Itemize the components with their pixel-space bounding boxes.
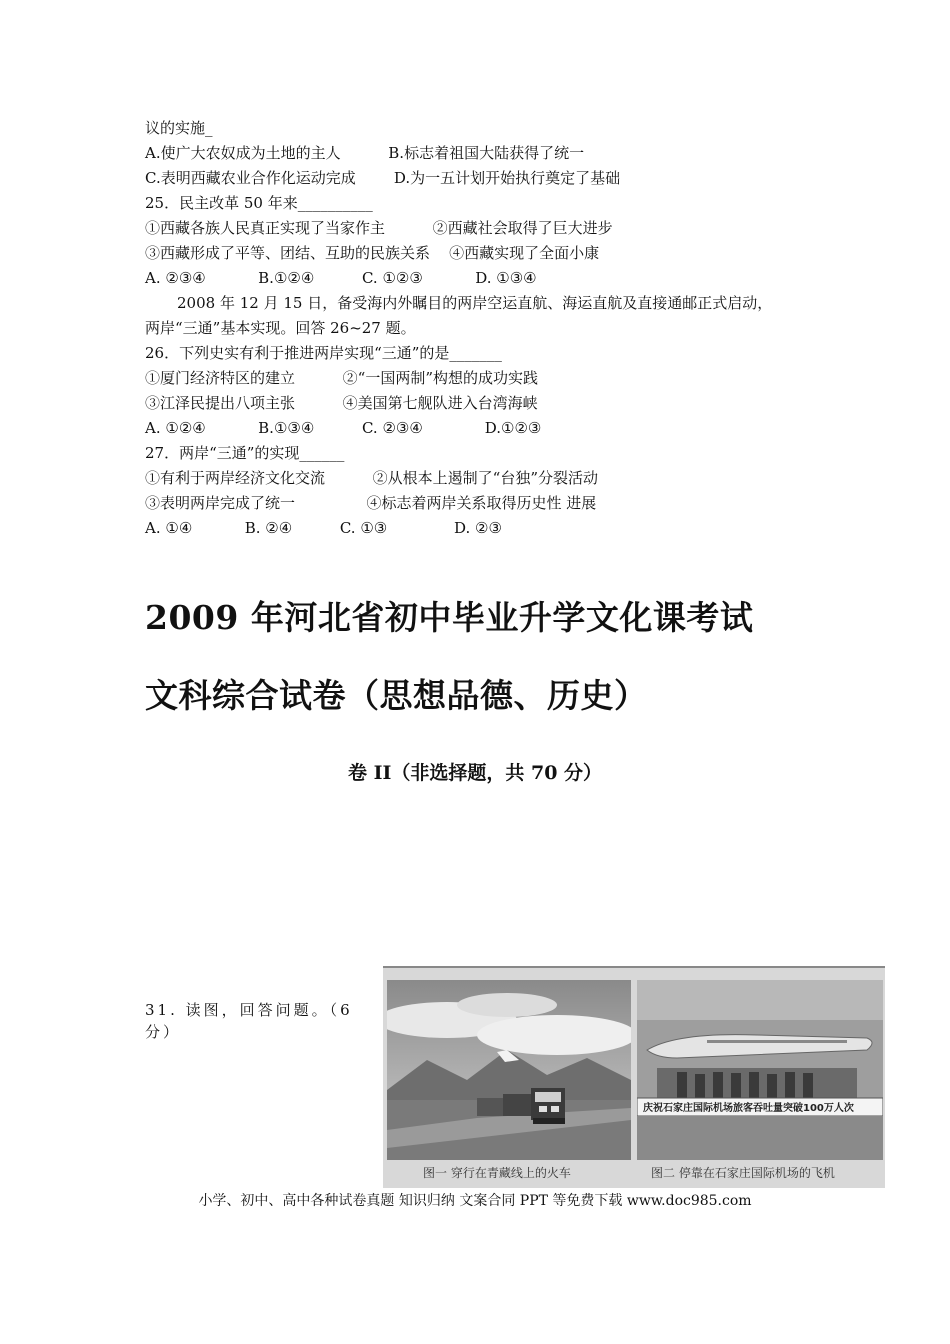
question-27: 27．两岸“三通”的实现______ xyxy=(145,444,345,462)
figure-photos xyxy=(383,966,885,1188)
statement-line: ①西藏各族人民真正实现了当家作主 ②西藏社会取得了巨大进步 xyxy=(145,219,613,237)
exam-title: 2009 年河北省初中毕业升学文化课考试 xyxy=(145,598,754,637)
statement-line: ③表明两岸完成了统一 ④标志着两岸关系取得历史性 进展 xyxy=(145,494,597,512)
train-photo xyxy=(387,980,631,1160)
figure-caption-2: 图二 停靠在石家庄国际机场的飞机 xyxy=(651,1166,835,1180)
option-line: A.使广大农奴成为土地的主人 B.标志着祖国大陆获得了统一 xyxy=(145,144,585,162)
question-26: 26．下列史实有利于推进两岸实现“三通”的是_______ xyxy=(145,344,502,362)
statement-line: ③江泽民提出八项主张 ④美国第七舰队进入台湾海峡 xyxy=(145,394,538,412)
statement-line: ③西藏形成了平等、团结、互助的民族关系 ④西藏实现了全面小康 xyxy=(145,244,600,262)
answer-options: A. ①②④ B.①③④ C. ②③④ D.①②③ xyxy=(145,419,542,437)
exam-subtitle: 文科综合试卷（思想品德、历史） xyxy=(145,676,648,715)
banner-text: 庆祝石家庄国际机场旅客吞吐量突破100万人次 xyxy=(643,1103,854,1114)
question-25: 25．民主改革 50 年来__________ xyxy=(145,194,373,212)
answer-options: A. ①④ B. ②④ C. ①③ D. ②③ xyxy=(145,519,502,537)
answer-options: A. ②③④ B.①②④ C. ①②③ D. ①③④ xyxy=(145,269,537,287)
statement-line: ①厦门经济特区的建立 ②“一国两制”构想的成功实践 xyxy=(145,369,539,387)
passage-text: 两岸“三通”基本实现。回答 26~27 题。 xyxy=(145,319,416,337)
figure-caption-1: 图一 穿行在青藏线上的火车 xyxy=(423,1166,571,1180)
option-line: C.表明西藏农业合作化运动完成 D.为一五计划开始执行奠定了基础 xyxy=(145,169,621,187)
text-line: 议的实施_ xyxy=(145,119,213,137)
airplane-photo xyxy=(637,980,883,1160)
statement-line: ①有利于两岸经济文化交流 ②从根本上遏制了“台独”分裂活动 xyxy=(145,469,599,487)
question-31: 31. 读图，回答问题。（6 分） xyxy=(145,1001,353,1041)
page-footer: 小学、初中、高中各种试卷真题 知识归纳 文案合同 PPT 等免费下载 www.doc985.com xyxy=(198,1193,752,1209)
passage-text: 2008 年 12 月 15 日，备受海内外瞩目的两岸空运直航、海运直航及直接通邮正式启动， xyxy=(177,294,773,312)
section-heading: 卷 II（非选择题，共 70 分） xyxy=(347,762,603,784)
